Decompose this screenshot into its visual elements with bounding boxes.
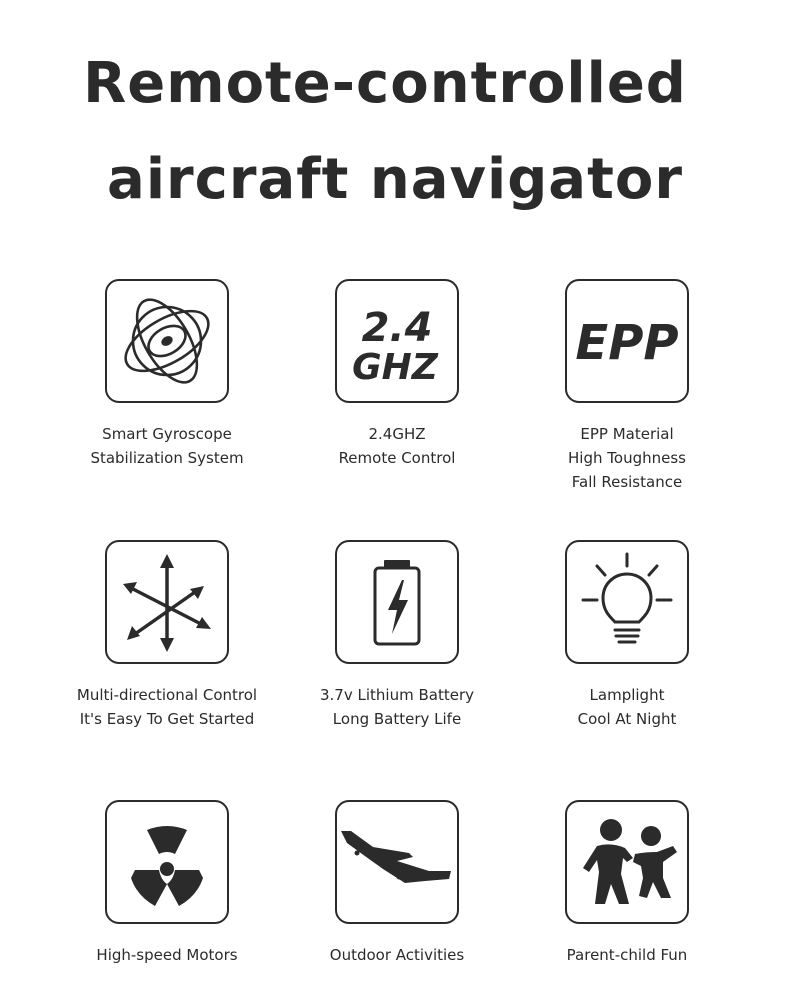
caption-line: Fall Resistance (571, 473, 683, 491)
caption-line: 3.7v Lithium Battery (320, 686, 474, 704)
caption-line: High Toughness (568, 449, 686, 467)
caption-line: It's Easy To Get Started (79, 710, 255, 728)
feature-caption (47, 422, 287, 470)
feature-caption (277, 683, 517, 731)
feature-caption (277, 943, 517, 967)
feature-caption (47, 683, 287, 731)
aircraft-icon (335, 800, 459, 924)
feature-caption (277, 422, 517, 470)
caption-line: Smart Gyroscope (102, 425, 232, 443)
caption-line: Stabilization System (90, 449, 244, 467)
icon-text-ghz: GHZ (352, 347, 438, 388)
epp-icon (565, 279, 689, 403)
caption-line: Long Battery Life (332, 710, 462, 728)
gyroscope-icon (105, 279, 229, 403)
icon-text-epp: EPP (575, 315, 679, 371)
caption-line: Multi-directional Control (76, 686, 258, 704)
caption-line: Cool At Night (577, 710, 677, 728)
fan-motor-icon (105, 800, 229, 924)
caption-line: Lamplight (589, 686, 665, 704)
title-line-1: Remote-controlled (83, 51, 687, 116)
feature-caption (507, 683, 747, 731)
caption-line: 2.4GHZ (368, 425, 426, 443)
multi-direction-arrows-icon (105, 540, 229, 664)
feature-caption (47, 943, 287, 967)
feature-caption (507, 943, 747, 967)
caption-line: Parent-child Fun (566, 946, 688, 964)
battery-icon (335, 540, 459, 664)
2-4ghz-icon (335, 279, 459, 403)
light-bulb-icon (565, 540, 689, 664)
parent-child-icon (565, 800, 689, 924)
title-line-2: aircraft navigator (107, 147, 683, 212)
icon-text-2-4: 2.4 (361, 305, 433, 351)
caption-line: Outdoor Activities (329, 946, 465, 964)
feature-caption (507, 422, 747, 494)
caption-line: High-speed Motors (96, 946, 238, 964)
caption-line: EPP Material (580, 425, 674, 443)
caption-line: Remote Control (338, 449, 456, 467)
